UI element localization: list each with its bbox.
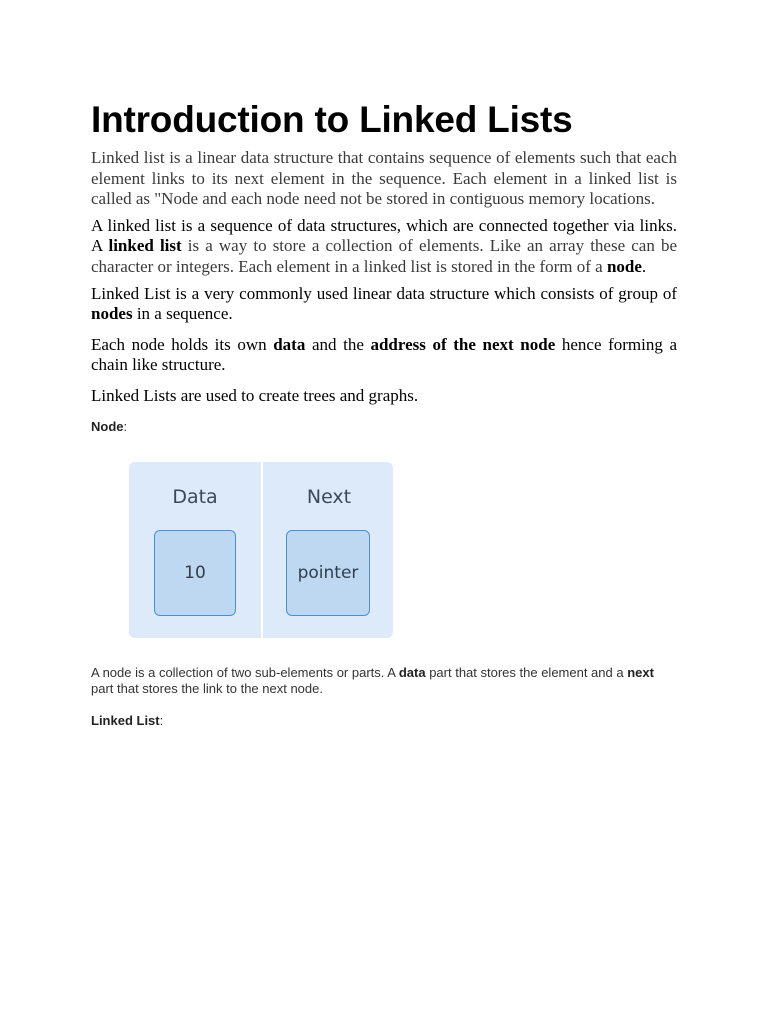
paragraph-sequence: A linked list is a sequence of data structures, which are connected together via links. A linked list is a way to store a collection of elements. Like an array these can be character or integers. Each element in a linked list is stored in the form of a node.: [91, 215, 677, 276]
data-column-title: Data: [172, 485, 218, 508]
paragraph-usage: Linked Lists are used to create trees and graphs.: [91, 385, 419, 405]
document-page: [91, 98, 677, 729]
data-value-box: 10: [154, 530, 236, 616]
term-nodes: nodes: [91, 304, 133, 324]
paragraph-common: Linked List is a very commonly used linear data structure which consists of group of nodes in a sequence.: [91, 283, 677, 324]
node-caption: A node is a collection of two sub-elements or parts. A data part that stores the element and a next part that stores the link to the next node.: [91, 664, 654, 696]
term-linked-list: linked list: [108, 236, 182, 256]
node-diagram: [129, 462, 393, 638]
paragraph-definition: Linked list is a linear data structure that contains sequence of elements such that each element links to its next element in the sequence. Each element in a linked list is called as "Node and each node need not be stored in contiguous memory locations.: [91, 148, 677, 209]
next-column-title: Next: [306, 485, 352, 508]
linked-list-section-label: Linked List:: [91, 712, 164, 728]
node-section-label: Node:: [91, 418, 128, 434]
term-node: node: [606, 256, 642, 276]
page-title: Introduction to Linked Lists: [91, 99, 573, 140]
term-data: data: [273, 334, 306, 354]
paragraph-chain: Each node holds its own data and the address of the next node hence forming a chain like structure.: [91, 334, 678, 375]
next-pointer-box: pointer: [286, 530, 370, 616]
term-address: address of the next node: [370, 334, 556, 354]
